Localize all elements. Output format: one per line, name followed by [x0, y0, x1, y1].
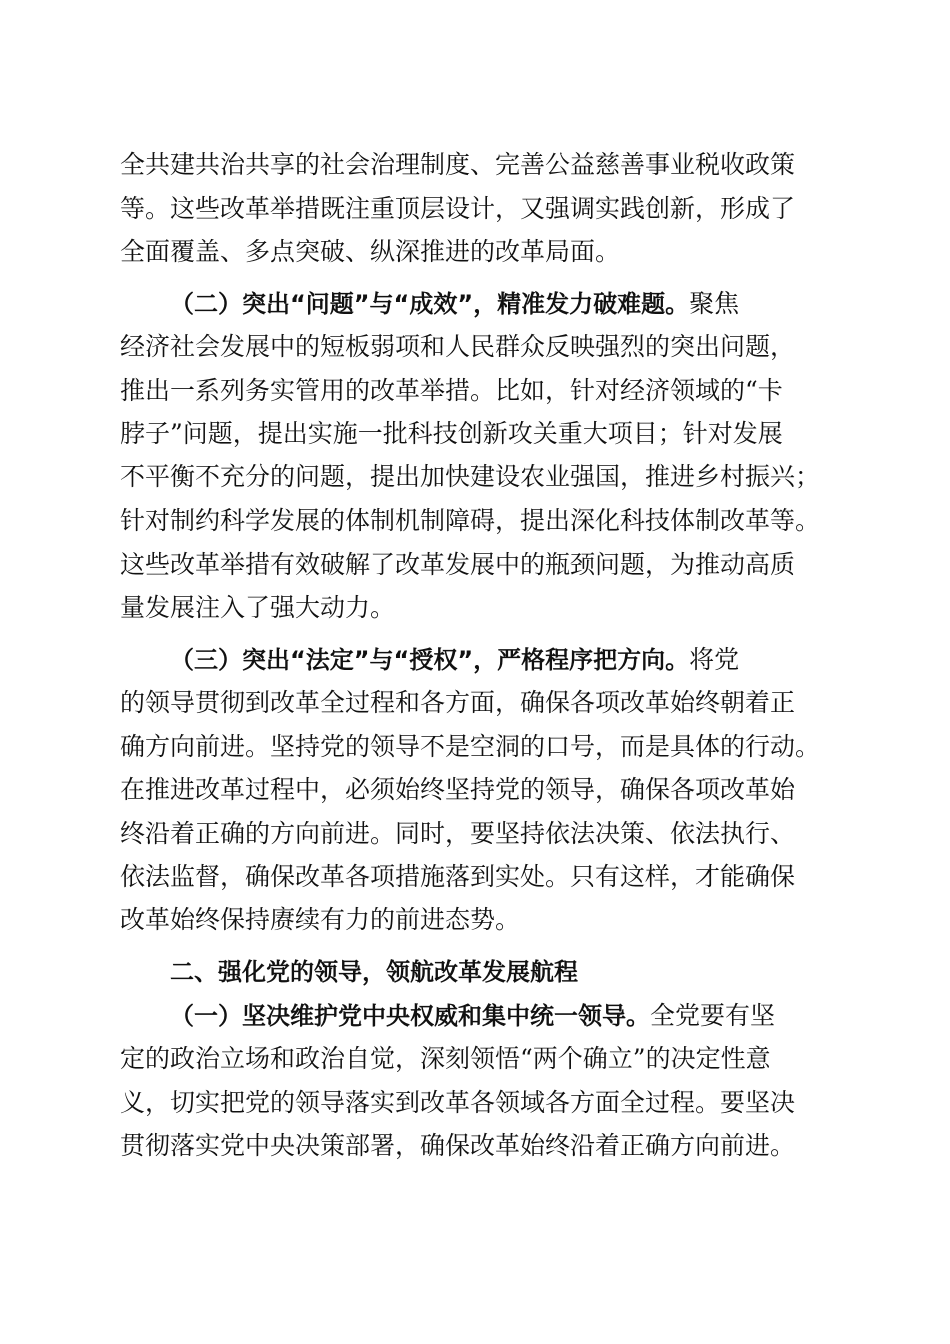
text-line: 终沿着正确的方向前进。同时，要坚持依法决策、依法执行、 [120, 819, 796, 848]
text-line: 等。这些改革举措既注重顶层设计，又强调实践创新，形成了 [120, 194, 796, 223]
section-heading: 二、强化党的领导，领航改革发展航程 [170, 958, 578, 986]
text-line: 贯彻落实党中央决策部署，确保改革始终沿着正确方向前进。 [120, 1131, 796, 1160]
text-line: 依法监督，确保改革各项措施落到实处。只有这样，才能确保 [120, 862, 796, 891]
text-line: 在推进改革过程中，必须始终坚持党的领导，确保各项改革始 [120, 775, 796, 804]
subheading-3: （三）突出“法定”与“授权”，严格程序把方向。 [170, 646, 690, 674]
text-line: 脖子”问题，提出实施一批科技创新攻关重大项目；针对发展 [120, 419, 783, 448]
subheading-1: （一）坚决维护党中央权威和集中统一领导。 [170, 1002, 650, 1030]
text-line: 定的政治立场和政治自觉，深刻领悟“两个确立”的决定性意 [120, 1044, 771, 1073]
subheading-2: （二）突出“问题”与“成效”，精准发力破难题。 [170, 290, 690, 318]
subheading-line: （一）坚决维护党中央权威和集中统一领导。全党要有坚 [170, 1001, 776, 1030]
text-line: 针对制约科学发展的体制机制障碍，提出深化科技体制改革等。 [120, 506, 821, 535]
subheading-line: （二）突出“问题”与“成效”，精准发力破难题。聚焦 [170, 289, 740, 318]
text-line: 经济社会发展中的短板弱项和人民群众反映强烈的突出问题， [120, 332, 796, 361]
subheading-line: （三）突出“法定”与“授权”，严格程序把方向。将党 [170, 645, 740, 674]
text-line: 全共建共治共享的社会治理制度、完善公益慈善事业税收政策 [120, 150, 796, 179]
text-line: 改革始终保持赓续有力的前进态势。 [120, 905, 521, 934]
section-heading-line [170, 952, 578, 992]
text-line: 义，切实把党的领导落实到改革各领域各方面全过程。要坚决 [120, 1088, 796, 1117]
text-line: 推出一系列务实管用的改革举措。比如，针对经济领域的“卡 [120, 376, 783, 405]
text-line: 的领导贯彻到改革全过程和各方面，确保各项改革始终朝着正 [120, 688, 796, 717]
text-line: 这些改革举措有效破解了改革发展中的瓶颈问题，为推动高质 [120, 550, 796, 579]
text-line: 全面覆盖、多点突破、纵深推进的改革局面。 [120, 237, 621, 266]
text-line: 不平衡不充分的问题，提出加快建设农业强国，推进乡村振兴； [120, 462, 821, 491]
text-line: 量发展注入了强大动力。 [120, 593, 396, 622]
text-line: 确方向前进。坚持党的领导不是空洞的口号，而是具体的行动。 [120, 732, 821, 761]
